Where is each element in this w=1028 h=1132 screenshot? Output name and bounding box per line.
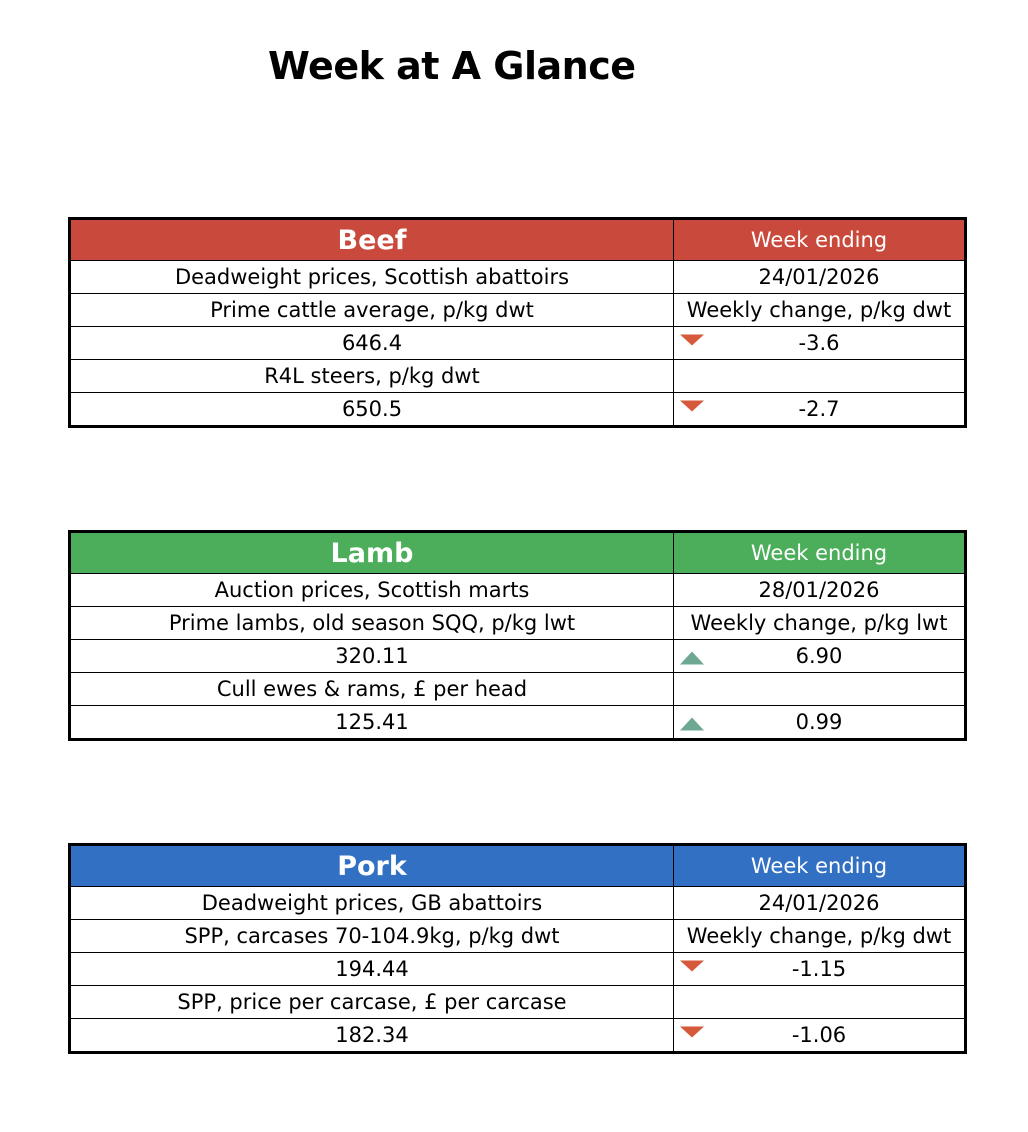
pork-metric2-label: SPP, price per carcase, £ per carcase — [71, 986, 674, 1019]
beef-metric1-value: 646.4 — [71, 327, 674, 360]
pork-header-row — [71, 846, 964, 887]
table-row — [71, 360, 964, 393]
lamb-metric1-change-cell — [674, 640, 965, 673]
table-row — [71, 261, 964, 294]
lamb-metric2-label: Cull ewes & rams, £ per head — [71, 673, 674, 706]
empty-cell — [674, 360, 965, 393]
lamb-metric1-change: 6.90 — [795, 644, 843, 668]
beef-metric1-label: Prime cattle average, p/kg dwt — [71, 294, 674, 327]
beef-metric1-change-cell — [674, 327, 965, 360]
table-row — [71, 986, 964, 1019]
table-row — [71, 640, 964, 673]
beef-table — [71, 220, 964, 425]
pork-metric2-change-cell — [674, 1019, 965, 1052]
lamb-week-ending-label: Week ending — [674, 533, 965, 574]
lamb-panel — [68, 530, 967, 741]
lamb-source: Auction prices, Scottish marts — [71, 574, 674, 607]
pork-table — [71, 846, 964, 1051]
pork-week-ending-label: Week ending — [674, 846, 965, 887]
beef-change-label: Weekly change, p/kg dwt — [674, 294, 965, 327]
pork-source: Deadweight prices, GB abattoirs — [71, 887, 674, 920]
beef-date: 24/01/2026 — [674, 261, 965, 294]
pork-metric1-label: SPP, carcases 70-104.9kg, p/kg dwt — [71, 920, 674, 953]
beef-metric2-change: -2.7 — [798, 397, 840, 421]
lamb-metric2-change-cell — [674, 706, 965, 739]
table-row — [71, 574, 964, 607]
table-row — [71, 294, 964, 327]
table-row — [71, 673, 964, 706]
table-row — [71, 393, 964, 426]
pork-metric1-value: 194.44 — [71, 953, 674, 986]
beef-header-row — [71, 220, 964, 261]
table-row — [71, 706, 964, 739]
beef-metric1-change: -3.6 — [798, 331, 840, 355]
page-title: Week at A Glance — [268, 44, 636, 88]
lamb-metric1-value: 320.11 — [71, 640, 674, 673]
beef-panel — [68, 217, 967, 428]
beef-week-ending-label: Week ending — [674, 220, 965, 261]
beef-source: Deadweight prices, Scottish abattoirs — [71, 261, 674, 294]
pork-panel — [68, 843, 967, 1054]
lamb-metric2-change: 0.99 — [795, 710, 843, 734]
lamb-title: Lamb — [71, 533, 674, 574]
beef-metric2-value: 650.5 — [71, 393, 674, 426]
lamb-change-label: Weekly change, p/kg lwt — [674, 607, 965, 640]
table-row — [71, 327, 964, 360]
lamb-date: 28/01/2026 — [674, 574, 965, 607]
beef-title: Beef — [71, 220, 674, 261]
table-row — [71, 1019, 964, 1052]
table-row — [71, 953, 964, 986]
pork-date: 24/01/2026 — [674, 887, 965, 920]
lamb-metric2-value: 125.41 — [71, 706, 674, 739]
pork-metric2-value: 182.34 — [71, 1019, 674, 1052]
arrow-down-icon — [680, 335, 704, 346]
empty-cell — [674, 986, 965, 1019]
lamb-table — [71, 533, 964, 738]
empty-cell — [674, 673, 965, 706]
pork-metric1-change: -1.15 — [791, 957, 847, 981]
pork-metric2-change: -1.06 — [791, 1023, 847, 1047]
beef-metric2-change-cell — [674, 393, 965, 426]
table-row — [71, 607, 964, 640]
arrow-down-icon — [680, 961, 704, 972]
arrow-up-icon — [680, 718, 704, 731]
arrow-down-icon — [680, 401, 704, 412]
arrow-up-icon — [680, 652, 704, 665]
pork-change-label: Weekly change, p/kg dwt — [674, 920, 965, 953]
lamb-header-row — [71, 533, 964, 574]
beef-metric2-label: R4L steers, p/kg dwt — [71, 360, 674, 393]
table-row — [71, 887, 964, 920]
pork-metric1-change-cell — [674, 953, 965, 986]
table-row — [71, 920, 964, 953]
pork-title: Pork — [71, 846, 674, 887]
arrow-down-icon — [680, 1027, 704, 1038]
lamb-metric1-label: Prime lambs, old season SQQ, p/kg lwt — [71, 607, 674, 640]
